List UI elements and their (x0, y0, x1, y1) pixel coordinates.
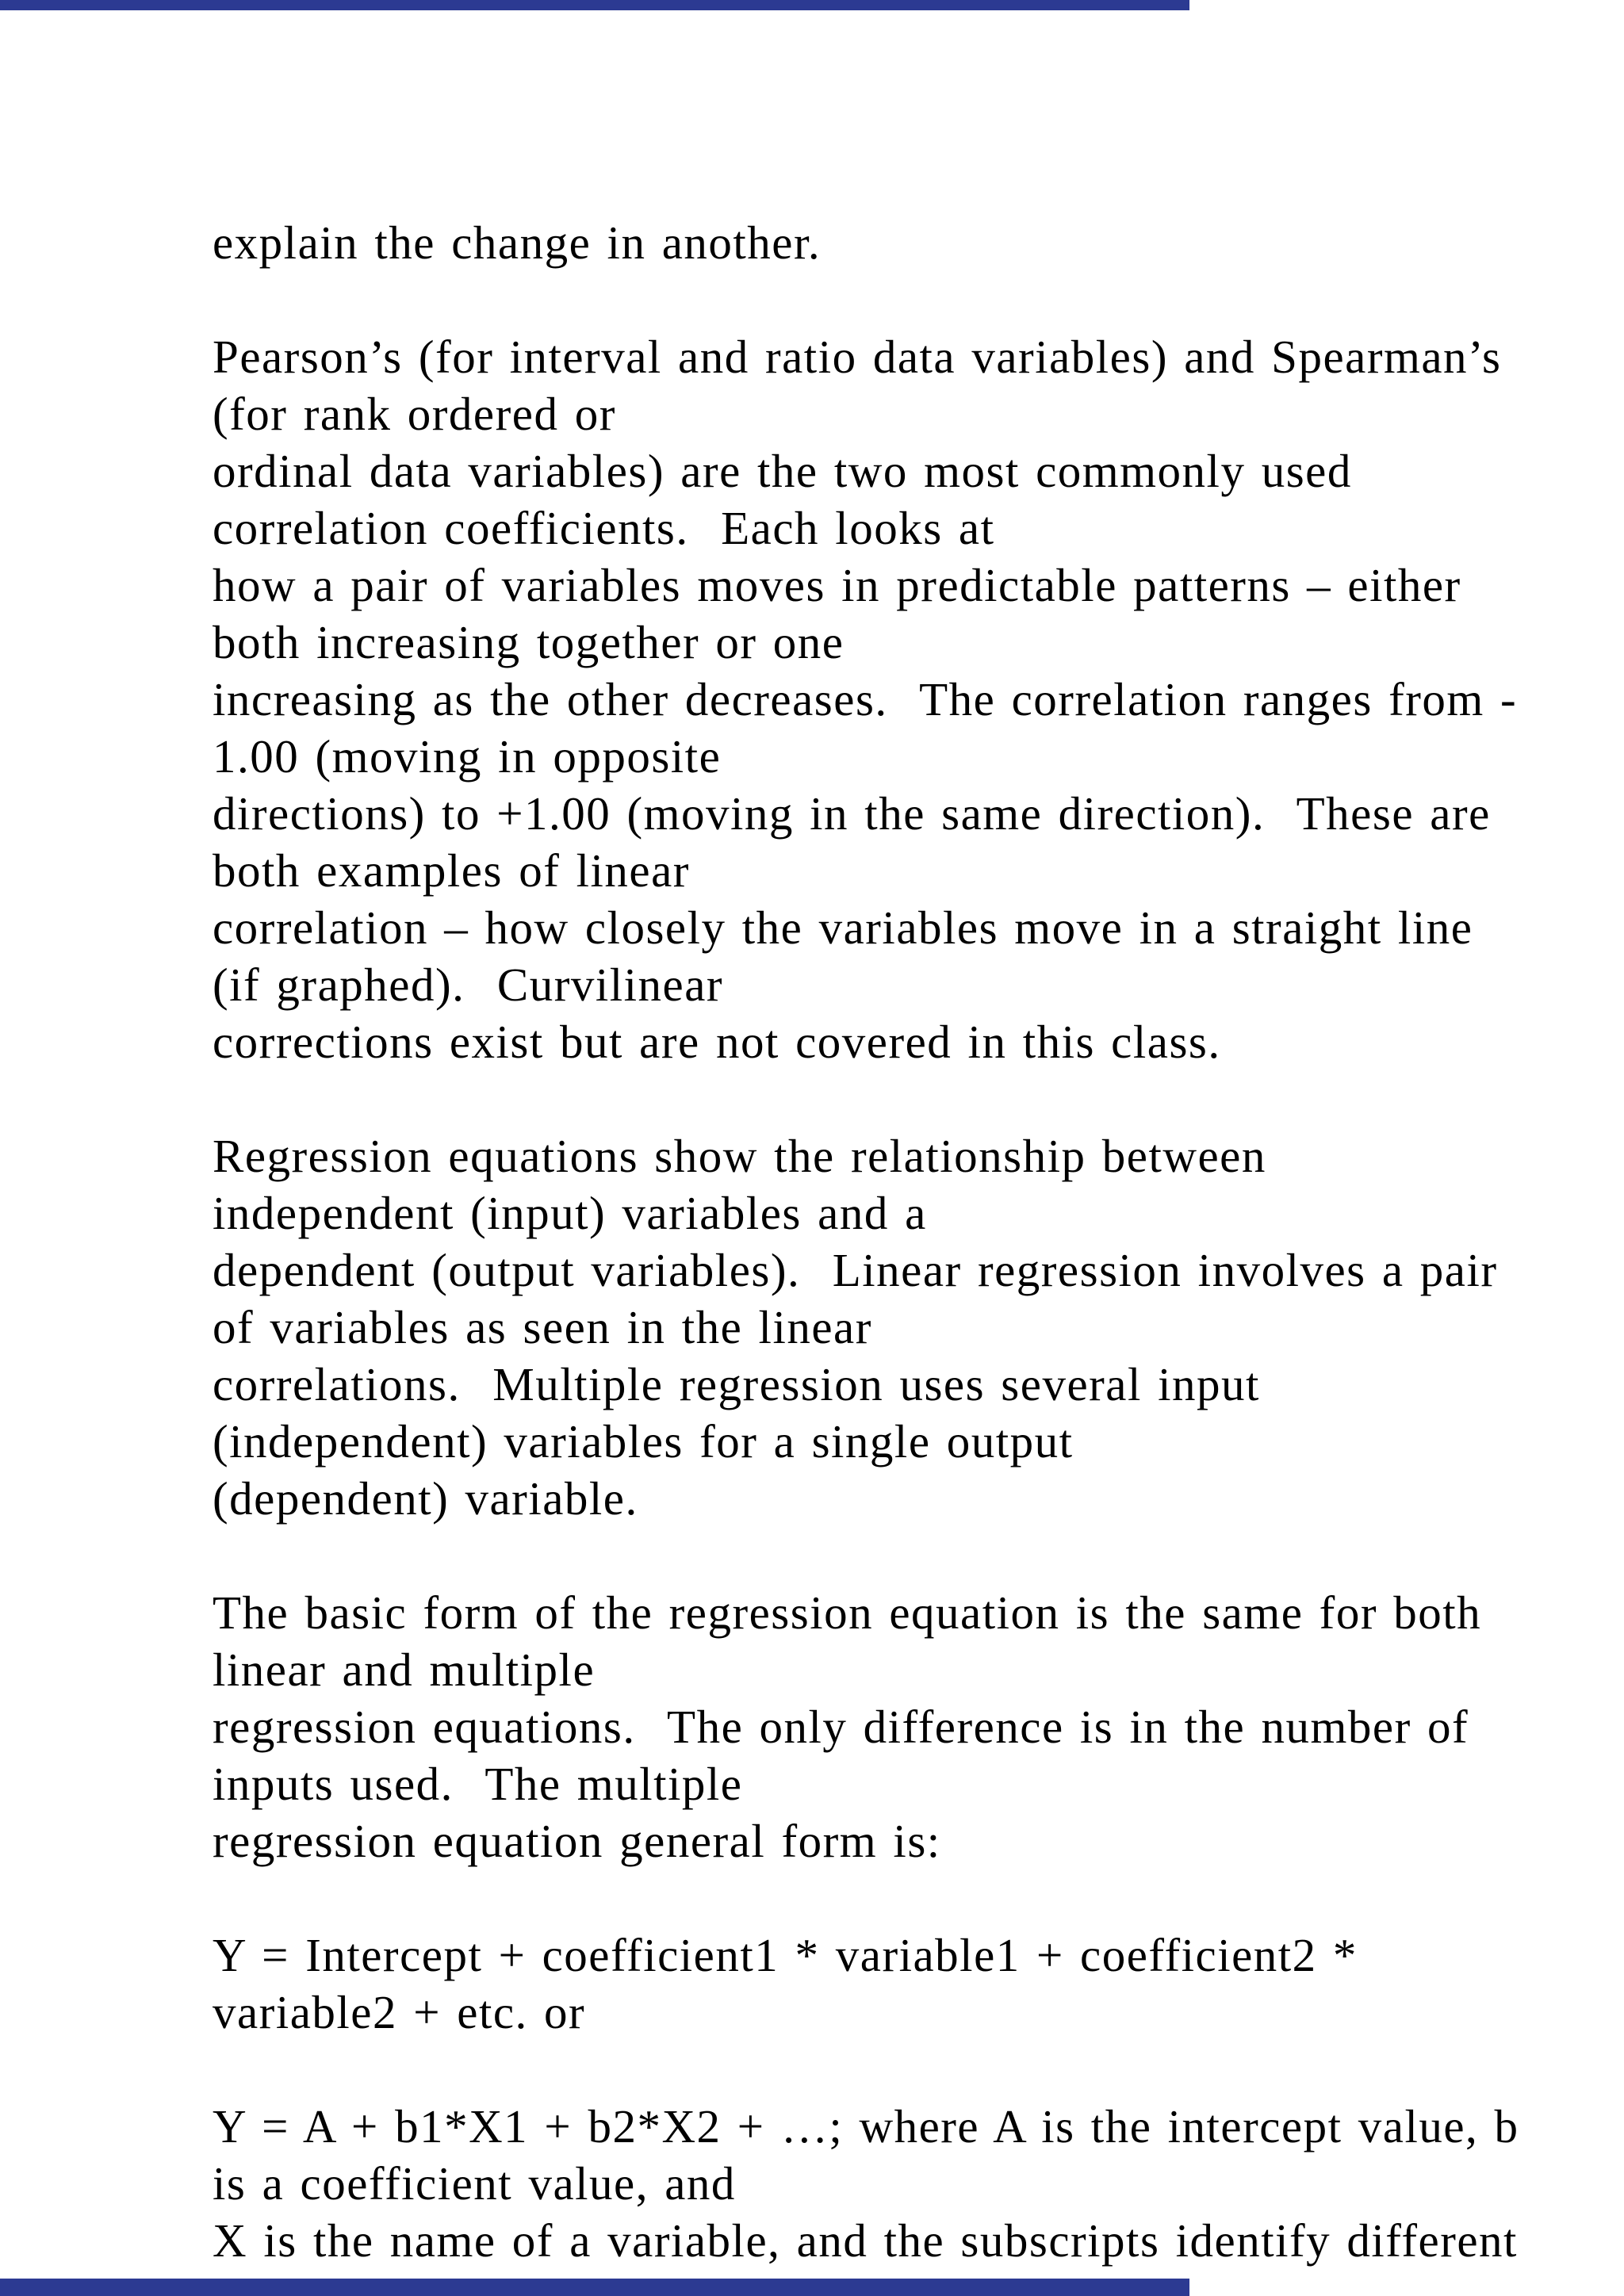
text-line: how a pair of variables moves in predictable patterns – either (213, 559, 1461, 611)
text-line: directions) to +1.00 (moving in the same direction). These are (213, 787, 1491, 840)
text-line: increasing as the other decreases. The correlation ranges from - (213, 673, 1518, 725)
text-line: (if graphed). Curvilinear (213, 959, 724, 1011)
text-line: X is the name of a variable, and the subscripts identify different (213, 2214, 1518, 2267)
text-line: ordinal data variables) are the two most commonly used (213, 445, 1352, 497)
paragraph (213, 1127, 1576, 1527)
bottom-accent-bar (0, 2279, 1189, 2296)
text-line: (for rank ordered or (213, 388, 616, 440)
paragraph (213, 328, 1576, 1070)
text-line: linear and multiple (213, 1644, 596, 1696)
top-accent-bar (0, 0, 1189, 10)
text-line: correlation coefficients. Each looks at (213, 502, 995, 554)
text-line: Regression equations show the relationship between (213, 1130, 1266, 1182)
text-line: is a coefficient value, and (213, 2157, 736, 2210)
text-line: (independent) variables for a single output (213, 1415, 1074, 1468)
text-line: The basic form of the regression equation is the same for both (213, 1586, 1482, 1639)
paragraph (213, 2098, 1576, 2269)
text-line: Y = A + b1*X1 + b2*X2 + …; where A is the intercept value, b (213, 2100, 1519, 2152)
text-line: (dependent) variable. (213, 1472, 638, 1525)
text-line: dependent (output variables). Linear regression involves a pair (213, 1244, 1498, 1296)
text-line: Y = Intercept + coefficient1 * variable1 + coefficient2 * (213, 1929, 1358, 1981)
text-line: regression equations. The only difference is in the number of (213, 1701, 1469, 1753)
paragraph (213, 1584, 1576, 1869)
text-line: inputs used. The multiple (213, 1758, 743, 1810)
text-line: correlation – how closely the variables move in a straight line (213, 901, 1473, 954)
document-body (213, 214, 1576, 2269)
text-line: variable2 + etc. or (213, 1986, 586, 2038)
text-line: 1.00 (moving in opposite (213, 730, 722, 783)
text-line: regression equation general form is: (213, 1815, 941, 1867)
text-line: both examples of linear (213, 844, 690, 897)
text-line: corrections exist but are not covered in this class. (213, 1016, 1221, 1068)
text-line: both increasing together or one (213, 616, 845, 668)
text-line: Pearson’s (for interval and ratio data variables) and Spearman’s (213, 331, 1502, 383)
text-line: correlations. Multiple regression uses several input (213, 1358, 1260, 1410)
text-line: of variables as seen in the linear (213, 1301, 872, 1353)
text-line: explain the change in another. (213, 216, 822, 269)
text-line: independent (input) variables and a (213, 1187, 927, 1239)
paragraph (213, 1927, 1576, 2041)
paragraph (213, 214, 1576, 271)
